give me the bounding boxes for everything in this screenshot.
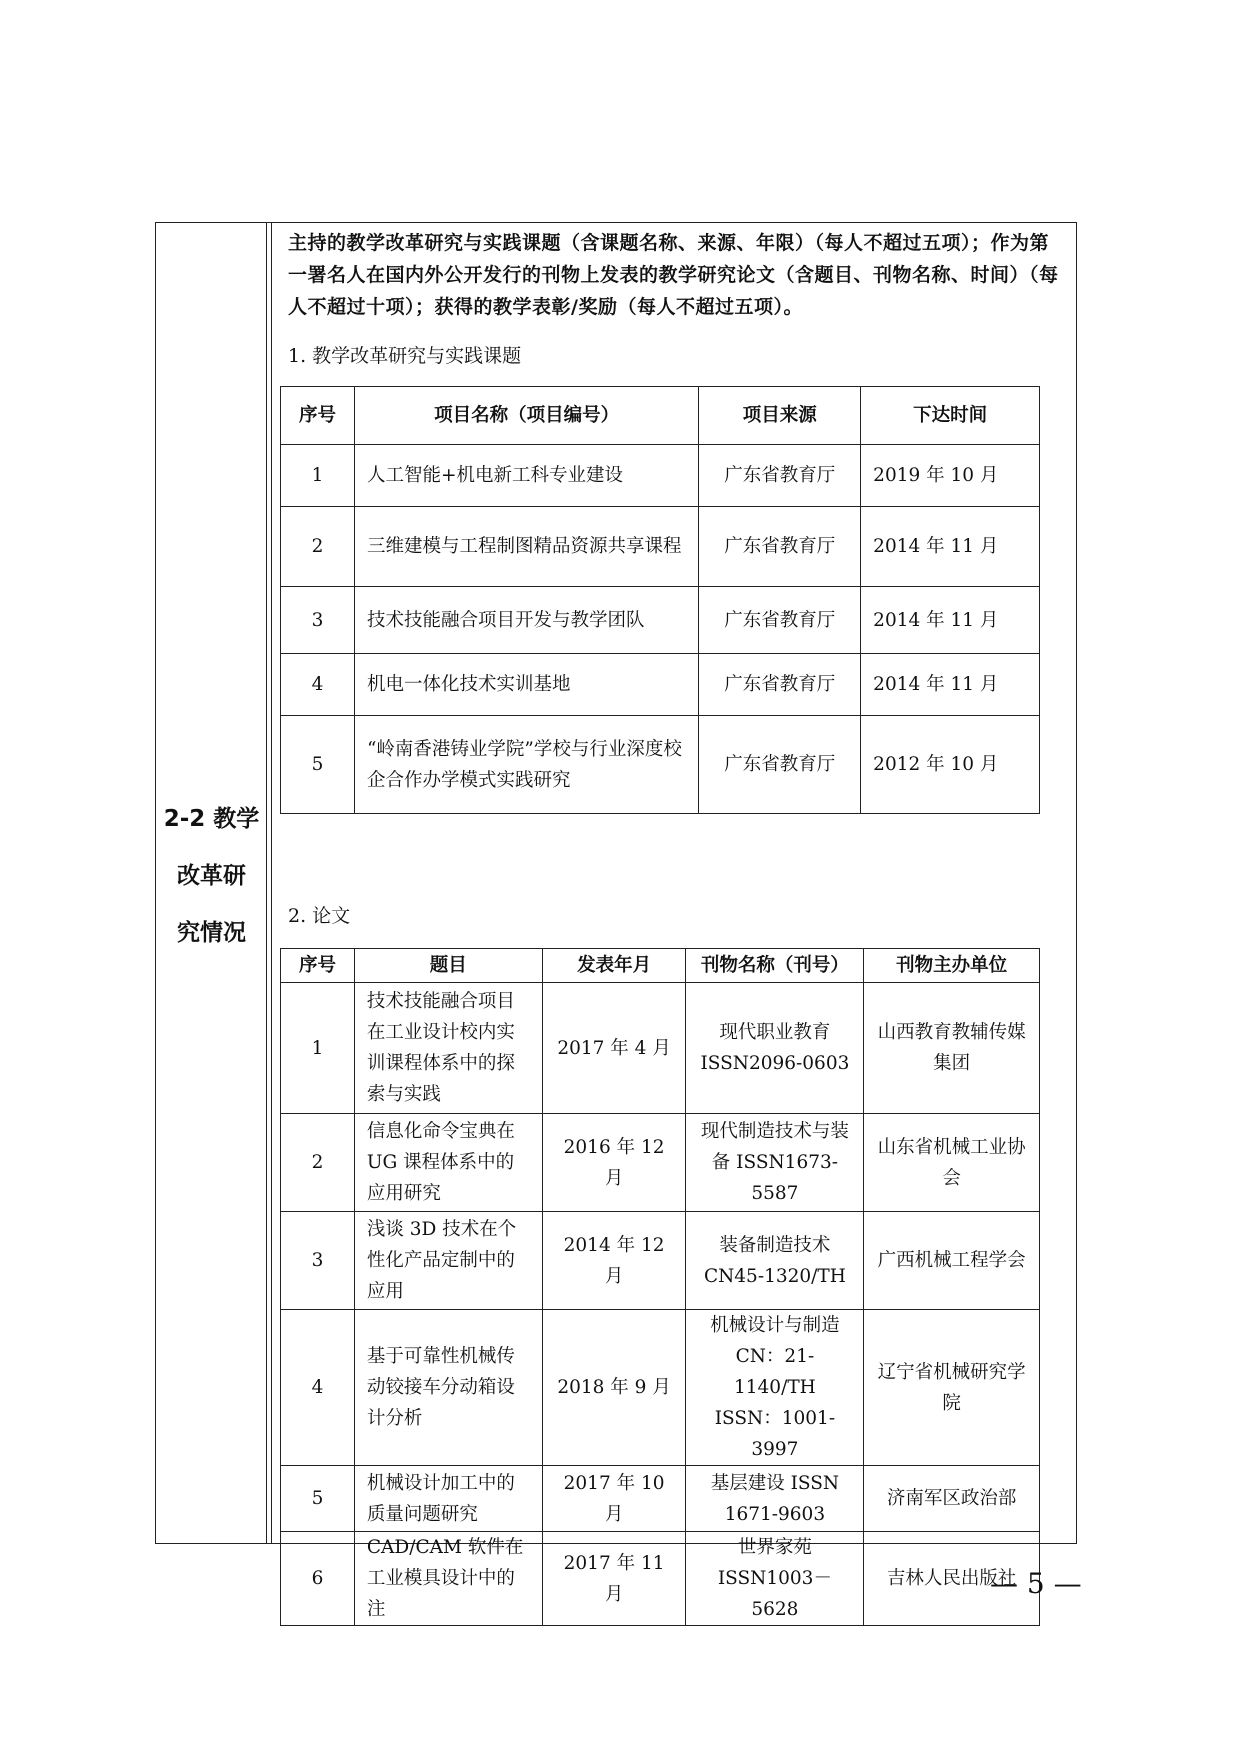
header-publish-date: 发表年月 (542, 949, 686, 983)
header-index: 序号 (281, 387, 355, 445)
table-row (281, 1310, 1040, 1466)
cell-publisher: 济南军区政治部 (864, 1466, 1040, 1532)
cell-title: 技术技能融合项目在工业设计校内实训课程体系中的探索与实践 (354, 983, 542, 1114)
cell-index: 5 (281, 1466, 355, 1532)
table-row (281, 507, 1040, 587)
cell-date: 2014 年 11 月 (861, 587, 1040, 654)
cell-index: 5 (281, 716, 355, 814)
instructions-text: 主持的教学改革研究与实践课题（含课题名称、来源、年限）（每人不超过五项）；作为第一署名人在国内外公开发行的刊物上发表的教学研究论文（含题目、刊物名称、时间）（每人不超过十项）；获得的教学表彰/奖励（每人不超过五项）。 (288, 232, 1059, 318)
cell-source: 广东省教育厅 (699, 445, 861, 507)
cell-index: 4 (281, 654, 355, 716)
header-title: 题目 (354, 949, 542, 983)
cell-title: 机械设计加工中的质量问题研究 (354, 1466, 542, 1532)
cell-source: 广东省教育厅 (699, 507, 861, 587)
table-row (281, 1466, 1040, 1532)
cell-title: 基于可靠性机械传动铰接车分动箱设计分析 (354, 1310, 542, 1466)
projects-header-row (281, 387, 1040, 445)
section-papers-label: 2. 论文 (288, 905, 351, 927)
papers-table (280, 948, 1040, 1626)
header-publisher: 刊物主办单位 (864, 949, 1040, 983)
header-journal: 刊物名称（刊号） (686, 949, 864, 983)
cell-index: 4 (281, 1310, 355, 1466)
cell-index: 2 (281, 507, 355, 587)
cell-date: 2017 年 11 月 (542, 1532, 686, 1626)
cell-project-name: 技术技能融合项目开发与教学团队 (354, 587, 698, 654)
cell-source: 广东省教育厅 (699, 654, 861, 716)
cell-index: 1 (281, 983, 355, 1114)
cell-index: 1 (281, 445, 355, 507)
cell-date: 2014 年 11 月 (861, 654, 1040, 716)
category-cell (156, 223, 267, 1543)
cell-index: 6 (281, 1532, 355, 1626)
cell-index: 2 (281, 1114, 355, 1212)
table-row (281, 654, 1040, 716)
cell-publisher: 山西教育教辅传媒集团 (864, 983, 1040, 1114)
cell-publisher: 辽宁省机械研究学院 (864, 1310, 1040, 1466)
category-line-2: 改革研 (177, 863, 246, 889)
table-row (281, 587, 1040, 654)
table-row (281, 983, 1040, 1114)
cell-date: 2017 年 4 月 (542, 983, 686, 1114)
table-row (281, 716, 1040, 814)
header-index: 序号 (281, 949, 355, 983)
cell-date: 2019 年 10 月 (861, 445, 1040, 507)
header-source: 项目来源 (699, 387, 861, 445)
cell-date: 2014 年 11 月 (861, 507, 1040, 587)
cell-title: CAD/CAM 软件在工业模具设计中的注 (354, 1532, 542, 1626)
category-line-1: 2-2 教学 (163, 806, 260, 832)
cell-title: 浅谈 3D 技术在个性化产品定制中的应用 (354, 1212, 542, 1310)
table-row (281, 1114, 1040, 1212)
category-heading (156, 791, 267, 962)
cell-title: 信息化命令宝典在 UG 课程体系中的应用研究 (354, 1114, 542, 1212)
cell-date: 2016 年 12 月 (542, 1114, 686, 1212)
cell-source: 广东省教育厅 (699, 587, 861, 654)
table-row (281, 445, 1040, 507)
section-projects-label: 1. 教学改革研究与实践课题 (288, 345, 522, 367)
cell-project-name: 人工智能+机电新工科专业建设 (354, 445, 698, 507)
double-divider (271, 223, 273, 1543)
cell-date: 2018 年 9 月 (542, 1310, 686, 1466)
cell-project-name: 三维建模与工程制图精品资源共享课程 (354, 507, 698, 587)
cell-project-name: 机电一体化技术实训基地 (354, 654, 698, 716)
header-issue-date: 下达时间 (861, 387, 1040, 445)
cell-journal: 世界家苑 ISSN1003－5628 (686, 1532, 864, 1626)
form-table (155, 222, 1077, 1620)
cell-publisher: 吉林人民出版社 (864, 1532, 1040, 1626)
cell-index: 3 (281, 1212, 355, 1310)
header-project-name: 项目名称（项目编号） (354, 387, 698, 445)
page-number: — 5 — (990, 1567, 1082, 1600)
cell-index: 3 (281, 587, 355, 654)
cell-date: 2014 年 12 月 (542, 1212, 686, 1310)
table-row (281, 1212, 1040, 1310)
cell-journal: 现代职业教育 ISSN2096-0603 (686, 983, 864, 1114)
cell-source: 广东省教育厅 (699, 716, 861, 814)
projects-table (280, 386, 1040, 814)
cell-publisher: 广西机械工程学会 (864, 1212, 1040, 1310)
content-cell (280, 223, 1076, 1620)
cell-journal: 现代制造技术与装备 ISSN1673-5587 (686, 1114, 864, 1212)
category-line-3: 究情况 (177, 920, 246, 946)
cell-project-name: “岭南香港铸业学院”学校与行业深度校企合作办学模式实践研究 (354, 716, 698, 814)
cell-date: 2012 年 10 月 (861, 716, 1040, 814)
cell-journal: 机械设计与制造 CN：21-1140/TH ISSN：1001-3997 (686, 1310, 864, 1466)
cell-journal: 基层建设 ISSN 1671-9603 (686, 1466, 864, 1532)
cell-date: 2017 年 10 月 (542, 1466, 686, 1532)
table-row (281, 1532, 1040, 1626)
cell-journal: 装备制造技术 CN45-1320/TH (686, 1212, 864, 1310)
cell-publisher: 山东省机械工业协会 (864, 1114, 1040, 1212)
papers-header-row (281, 949, 1040, 983)
